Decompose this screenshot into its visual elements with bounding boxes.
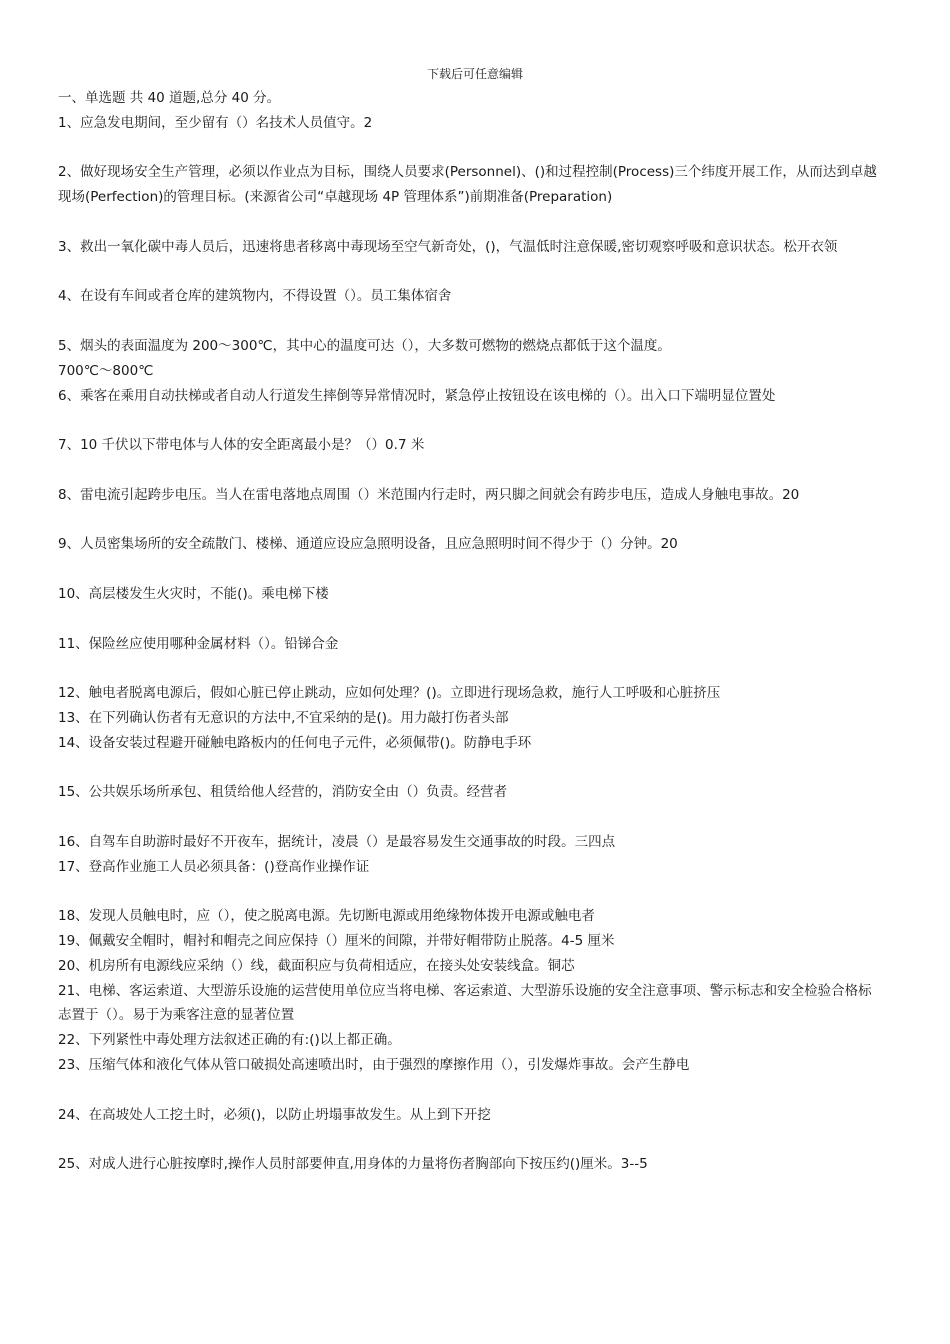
question-13: 13、在下列确认伤者有无意识的方法中,不宜采纳的是()。用力敲打伤者头部 [58,709,509,726]
question-8: 8、雷电流引起跨步电压。当人在雷电落地点周围（）米范围内行走时，两只脚之间就会有跨步电压，造成人身触电事故。20 [58,486,800,503]
question-23: 23、压缩气体和液化气体从管口破损处高速喷出时，由于强烈的摩擦作用（），引发爆炸事故。会产生静电 [58,1057,690,1074]
document-body [58,86,880,1177]
question-1: 1、应急发电期间，至少留有（）名技术人员值守。2 [58,114,373,131]
question-21: 21、电梯、客运索道、大型游乐设施的运营使用单位应当将电梯、客运索道、大型游乐设施的安全注意事项、警示标志和安全检验合格标志置于（）。易于为乘客注意的显著位置 [58,982,872,1024]
question-3: 3、救出一氧化碳中毒人员后，迅速将患者移离中毒现场至空气新奇处，()，气温低时注意保暖,密切观察呼吸和意识状态。松开衣领 [58,238,838,255]
section-title: 一、单选题 共 40 道题,总分 40 分。 [58,90,281,106]
question-20: 20、机房所有电源线应采纳（）线，截面积应与负荷相适应，在接头处安装线盒。铜芯 [58,957,575,974]
question-16: 16、自驾车自助游时最好不开夜车，据统计，凌晨（）是最容易发生交通事故的时段。三四点 [58,833,616,850]
question-9: 9、人员密集场所的安全疏散门、楼梯、通道应设应急照明设备，且应急照明时间不得少于（）分钟。20 [58,536,678,553]
question-19: 19、佩戴安全帽时，帽衬和帽壳之间应保持（）厘米的间隙，并带好帽带防止脱落。4-5 厘米 [58,933,615,950]
question-17: 17、登高作业施工人员必须具备：()登高作业操作证 [58,858,370,875]
question-12: 12、触电者脱离电源后，假如心脏已停止跳动，应如何处理？()。立即进行现场急救，施行人工呼吸和心脏挤压 [58,685,721,702]
question-14: 14、设备安装过程避开碰触电路板内的任何电子元件，必须佩带()。防静电手环 [58,734,532,751]
question-2: 2、做好现场安全生产管理，必须以作业点为目标，围绕人员要求(Personnel)、()和过程控制(Process)三个纬度开展工作，从而达到卓越现场(Perfection)的管理目标。(来源省公司“卓越现场 4P 管理体系”)前期准备(Preparation) [58,164,877,206]
page-header: 下载后可任意编辑 [426,67,523,81]
question-24: 24、在高坡处人工挖土时，必须()，以防止坍塌事故发生。从上到下开挖 [58,1106,491,1123]
question-7: 7、10 千伏以下带电体与人体的安全距离最小是？（）0.7 米 [58,437,425,454]
question-15: 15、公共娱乐场所承包、租赁给他人经营的，消防安全由（）负责。经营者 [58,784,508,801]
question-18: 18、发现人员触电时，应（），使之脱离电源。先切断电源或用绝缘物体拨开电源或触电者 [58,908,595,925]
question-5-answer: 700℃～800℃ [58,362,154,379]
question-5: 5、烟头的表面温度为 200～300℃，其中心的温度可达（），大多数可燃物的燃烧点都低于这个温度。 [58,337,671,354]
question-4: 4、在设有车间或者仓库的建筑物内，不得设置（）。员工集体宿舍 [58,288,452,305]
question-22: 22、下列紧性中毒处理方法叙述正确的有:()以上都正确。 [58,1032,401,1049]
question-6: 6、乘客在乘用自动扶梯或者自动人行道发生摔倒等异常情况时，紧急停止按钮设在该电梯的（）。出入口下端明显位置处 [58,387,776,404]
question-10: 10、高层楼发生火灾时，不能()。乘电梯下楼 [58,585,329,602]
question-25: 25、对成人进行心脏按摩时,操作人员肘部要伸直,用身体的力量将伤者胸部向下按压约()厘米。3--5 [58,1156,648,1173]
question-11: 11、保险丝应使用哪种金属材料（）。铅锑合金 [58,635,339,652]
